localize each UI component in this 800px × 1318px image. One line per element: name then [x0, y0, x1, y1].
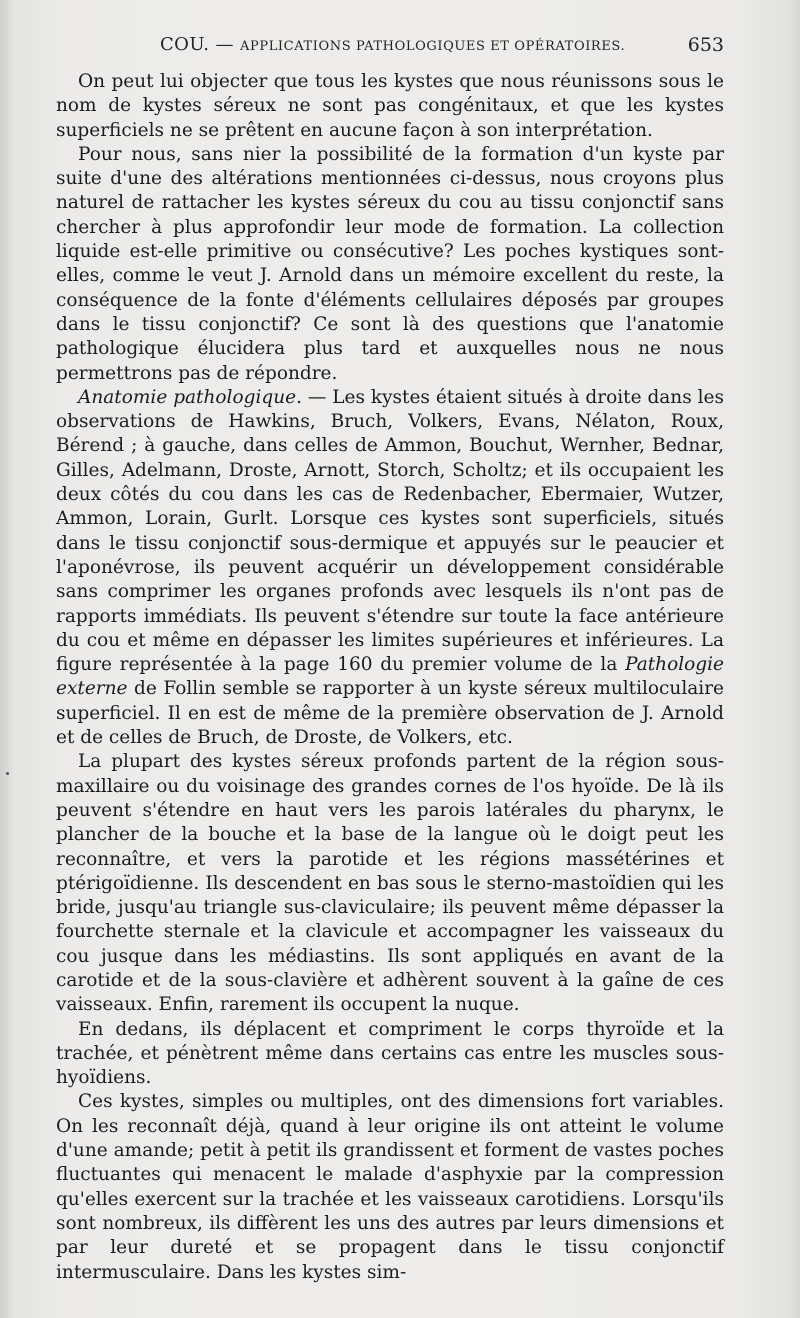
section-lead: Anatomie pathologique. [78, 386, 302, 408]
paragraph-text-tail: de Follin semble se rapporter à un kyste séreux multiloculaire superficiel. Il en est de même de la première observation de J. Arnold et de celles de Bruch, de Droste, de Volkers, etc. [56, 678, 724, 749]
paragraph: Ces kystes, simples ou multiples, ont des dimensions fort variables. On les reconnaît déjà, quand à leur origine ils ont atteint le volume d'une amande; petit à petit ils grandissent et forment de vastes poches fluctuantes qui menacent le malade d'asphyxie par la compression qu'elles exercent sur la trachée et les vaisseaux carotidiens. Lorsqu'ils sont nombreux, ils diffèrent les uns des autres par leurs dimensions et par leur dureté et se propagent dans le tissu conjonctif intermusculaire. Dans les kystes sim- [56, 1091, 724, 1283]
paragraph: On peut lui objecter que tous les kystes que nous réunissons sous le nom de kystes séreux ne sont pas congénitaux, et que les kystes superficiels ne se prêtent en aucune façon à son interprétation. [56, 71, 724, 141]
paragraph: Pour nous, sans nier la possibilité de la formation d'un kyste par suite d'une des altérations mentionnées ci-dessus, nous croyons plus naturel de rattacher les kystes séreux du cou au tissu conjonctif sans chercher à plus approfondir leur mode de formation. La collection liquide est-elle primitive ou consécutive? Les poches kystiques sont-elles, comme le veut J. Arnold dans un mémoire excellent du reste, la conséquence de la fonte d'éléments cellulaires déposés par groupes dans le tissu conjonctif? Ce sont là des questions que l'anatomie pathologique élucidera plus tard et auxquelles nous ne nous permettrons pas de répondre. [56, 143, 724, 384]
running-head-prefix: COU. — [160, 34, 241, 55]
book-title: Pathologie externe [56, 654, 724, 700]
paragraph-anatomie [56, 386, 724, 750]
paragraph: La plupart des kystes séreux profonds partent de la région sous-maxillaire ou du voisinage des grandes cornes de l'os hyoïde. De là ils peuvent s'étendre en haut vers les parois latérales du pharynx, le plancher de la bouche et la base de la langue où le doigt peut les reconnaître, et vers la parotide et les régions massétérines et ptérigoïdienne. Ils descendent en bas sous le sterno-mastoïdien qui les bride, jusqu'au triangle sus-claviculaire; ils peuvent même dépasser la fourchette sternale et la clavicule et accompagner les vaisseaux du cou jusque dans les médiastins. Ils sont appliqués en avant de la carotide et de la sous-clavière et adhèrent souvent à la gaîne de ces vaisseaux. Enfin, rarement ils occupent la nuque. [56, 751, 724, 1016]
running-head-title: APPLICATIONS PATHOLOGIQUES ET OPÉRATOIRES. [240, 39, 626, 54]
paragraph-text: — Les kystes étaient situés à droite dans les observations de Hawkins, Bruch, Volkers, Evans, Nélaton, Roux, Bérend ; à gauche, dans celles de Ammon, Bouchut, Wernher, Bednar, Gilles, Adelmann, Droste, Arnott, Storch, Scholtz; et ils occupaient les deux côtés du cou dans les cas de Redenbacher, Ebermaier, Wutzer, Ammon, Lorain, Gurlt. Lorsque ces kystes sont superficiels, situés dans le tissu conjonctif sous-dermique et appuyés sur le peaucier et l'aponévrose, ils peuvent acquérir un développement considérable sans comprimer les organes profonds avec lesquels ils n'ont pas de rapports immédiats. Ils peuvent s'étendre sur toute la face antérieure du cou et même en dépasser les limites supérieures et inférieures. La figure représentée à la page 160 du premier volume de la [56, 386, 724, 676]
page-number: 653 [687, 34, 724, 56]
paragraph: En dedans, ils déplacent et compriment le corps thyroïde et la trachée, et pénètrent même dans certains cas entre les muscles sous-hyoïdiens. [56, 1018, 724, 1089]
body-text [56, 70, 724, 1285]
running-head [160, 34, 625, 55]
page-header [78, 34, 724, 64]
margin-dot [6, 772, 9, 775]
